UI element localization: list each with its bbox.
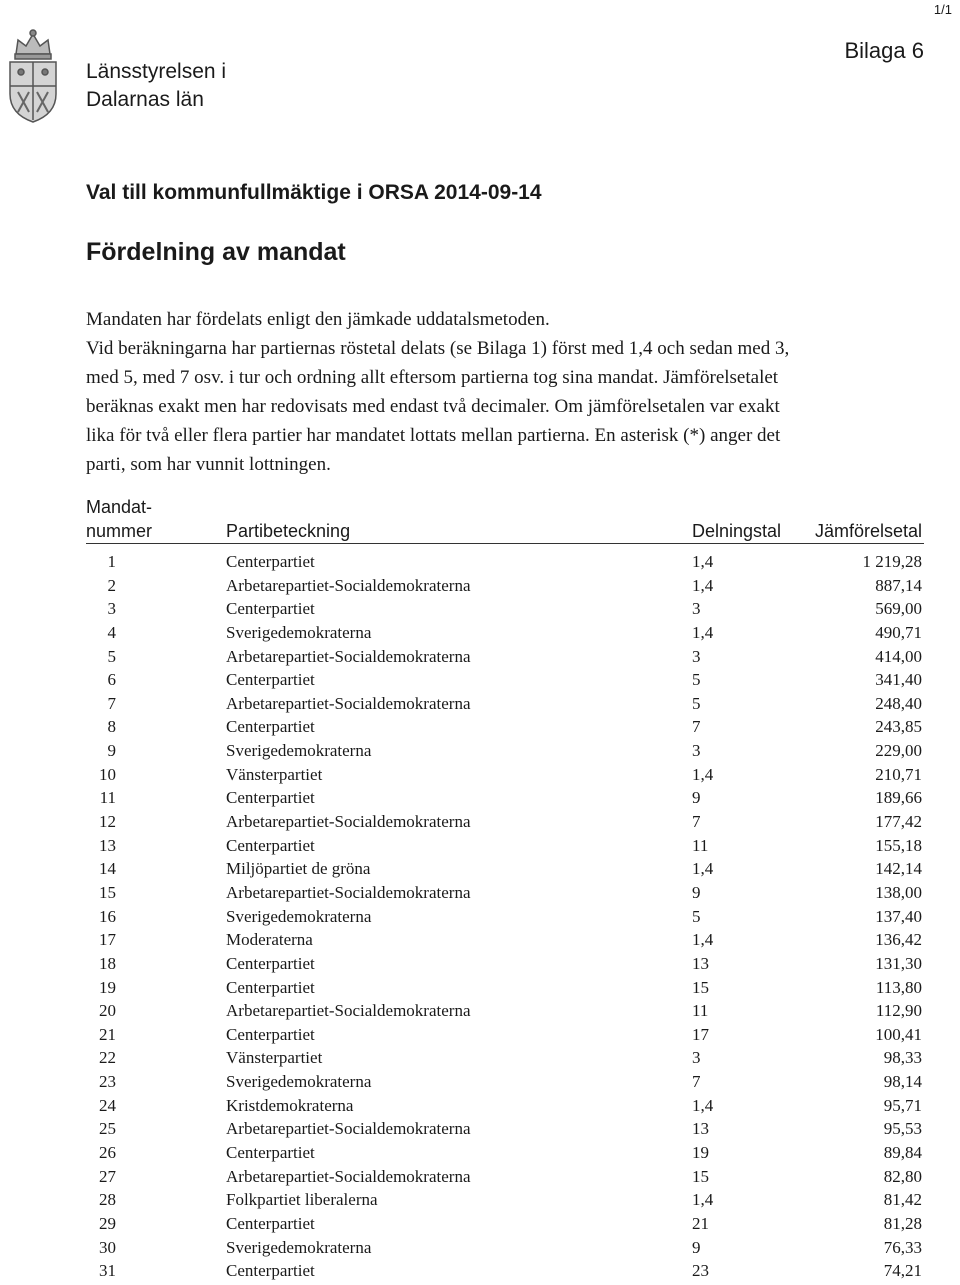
party-name: Arbetarepartiet-Socialdemokraterna — [226, 693, 471, 713]
divisor-value: 11 — [692, 835, 709, 855]
mandate-number: 11 — [99, 788, 116, 808]
comparison-value: 81,28 — [883, 1213, 922, 1233]
divisor-value: 1,4 — [692, 1095, 714, 1115]
party-name: Arbetarepartiet-Socialdemokraterna — [226, 812, 471, 832]
divisor-value: 9 — [692, 1237, 701, 1257]
mandate-number: 19 — [99, 977, 116, 997]
party-name: Arbetarepartiet-Socialdemokraterna — [226, 1119, 471, 1139]
divisor-value: 3 — [692, 599, 701, 619]
party-name: Centerpartiet — [226, 1261, 315, 1281]
intro-line-4: beräknas exakt men har redovisats med endast två decimaler. Om jämförelsetalen var exakt — [86, 396, 780, 417]
comparison-value: 569,00 — [875, 599, 922, 619]
mandate-number: 20 — [99, 1001, 116, 1021]
comparison-value: 131,30 — [875, 953, 922, 973]
party-name: Centerpartiet — [226, 717, 315, 737]
divisor-value: 7 — [692, 812, 701, 832]
table-row — [0, 1094, 960, 1118]
table-row — [0, 834, 960, 858]
divisor-value: 5 — [692, 906, 701, 926]
mandate-number: 25 — [99, 1119, 116, 1139]
mandate-number: 15 — [99, 882, 116, 902]
party-name: Sverigedemokraterna — [226, 741, 372, 761]
intro-line-2: Vid beräkningarna har partiernas röstetal delats (se Bilaga 1) först med 1,4 och sedan med 3, — [86, 338, 790, 359]
mandate-number: 28 — [99, 1190, 116, 1210]
table-row — [0, 739, 960, 763]
comparison-value: 100,41 — [875, 1024, 922, 1044]
table-row — [0, 668, 960, 692]
divisor-value: 21 — [692, 1213, 709, 1233]
mandate-number: 16 — [99, 906, 116, 926]
table-row — [0, 810, 960, 834]
mandate-number: 10 — [99, 764, 116, 784]
mandate-number: 29 — [99, 1213, 116, 1233]
comparison-value: 189,66 — [875, 788, 922, 808]
party-name: Centerpartiet — [226, 1143, 315, 1163]
comparison-value: 113,80 — [875, 977, 922, 997]
table-row — [0, 550, 960, 574]
mandate-number: 14 — [99, 859, 116, 879]
comparison-value: 341,40 — [875, 670, 922, 690]
mandate-number: 30 — [99, 1237, 116, 1257]
mandate-number: 8 — [107, 717, 116, 737]
table-row — [0, 1165, 960, 1189]
mandate-number: 17 — [99, 930, 116, 950]
comparison-value: 74,21 — [883, 1261, 922, 1281]
organization-name — [86, 58, 226, 114]
comparison-value: 490,71 — [875, 622, 922, 642]
intro-paragraph — [86, 305, 956, 479]
mandate-number: 23 — [99, 1072, 116, 1092]
comparison-value: 414,00 — [875, 646, 922, 666]
table-row — [0, 786, 960, 810]
document-title: Val till kommunfullmäktige i ORSA 2014-09-14 — [86, 181, 542, 204]
comparison-value: 138,00 — [875, 882, 922, 902]
divisor-value: 11 — [692, 1001, 709, 1021]
mandate-number: 5 — [107, 646, 116, 666]
party-name: Centerpartiet — [226, 788, 315, 808]
mandate-number: 9 — [107, 741, 116, 761]
divisor-value: 17 — [692, 1024, 709, 1044]
divisor-value: 9 — [692, 882, 701, 902]
party-name: Sverigedemokraterna — [226, 1072, 372, 1092]
divisor-value: 3 — [692, 646, 701, 666]
comparison-value: 82,80 — [883, 1166, 922, 1186]
party-name: Vänsterpartiet — [226, 1048, 323, 1068]
table-row — [0, 999, 960, 1023]
mandate-number: 24 — [99, 1095, 116, 1115]
divisor-value: 3 — [692, 1048, 701, 1068]
mandate-number: 4 — [107, 622, 116, 642]
party-name: Arbetarepartiet-Socialdemokraterna — [226, 646, 471, 666]
divisor-value: 1,4 — [692, 622, 714, 642]
intro-line-1: Mandaten har fördelats enligt den jämkade uddatalsmetoden. — [86, 309, 550, 330]
party-name: Centerpartiet — [226, 1213, 315, 1233]
document-subtitle: Fördelning av mandat — [86, 238, 346, 266]
mandate-number: 21 — [99, 1024, 116, 1044]
table-row — [0, 905, 960, 929]
divisor-value: 1,4 — [692, 859, 714, 879]
party-name: Moderaterna — [226, 930, 313, 950]
table-row — [0, 1046, 960, 1070]
comparison-value: 243,85 — [875, 717, 922, 737]
divisor-value: 3 — [692, 741, 701, 761]
divisor-value: 1,4 — [692, 764, 714, 784]
mandate-number: 3 — [107, 599, 116, 619]
comparison-value: 142,14 — [875, 859, 922, 879]
divisor-value: 1,4 — [692, 1190, 714, 1210]
divisor-value: 15 — [692, 1166, 709, 1186]
header-divider — [86, 543, 924, 544]
table-row — [0, 1117, 960, 1141]
comparison-value: 95,53 — [883, 1119, 922, 1139]
intro-line-5: lika för två eller flera partier har mandatet lottats mellan partierna. En asterisk (*) anger det — [86, 425, 781, 446]
mandate-number: 26 — [99, 1143, 116, 1163]
mandate-number: 22 — [99, 1048, 116, 1068]
mandate-number: 1 — [107, 552, 116, 571]
comparison-value: 98,14 — [883, 1072, 922, 1092]
header-party: Partibeteckning — [226, 521, 351, 541]
party-name: Sverigedemokraterna — [226, 622, 372, 642]
mandate-number: 13 — [99, 835, 116, 855]
table-row — [0, 1236, 960, 1260]
divisor-value: 7 — [692, 717, 701, 737]
comparison-value: 95,71 — [883, 1095, 922, 1115]
party-name: Folkpartiet liberalerna — [226, 1190, 378, 1210]
mandate-number: 27 — [99, 1166, 116, 1186]
table-row — [0, 597, 960, 621]
divisor-value: 7 — [692, 1072, 701, 1092]
attachment-label: Bilaga 6 — [844, 38, 924, 63]
party-name: Centerpartiet — [226, 599, 315, 619]
coat-of-arms-logo — [4, 28, 62, 126]
party-name: Centerpartiet — [226, 977, 315, 997]
comparison-value: 76,33 — [883, 1237, 922, 1257]
header-mandate-line-1: Mandat- — [86, 497, 153, 517]
party-name: Miljöpartiet de gröna — [226, 859, 371, 879]
party-name: Arbetarepartiet-Socialdemokraterna — [226, 1166, 471, 1186]
comparison-value: 229,00 — [875, 741, 922, 761]
divisor-value: 1,4 — [692, 930, 714, 950]
table-row — [0, 692, 960, 716]
table-row — [0, 1188, 960, 1212]
table-row — [0, 645, 960, 669]
party-name: Arbetarepartiet-Socialdemokraterna — [226, 882, 471, 902]
party-name: Centerpartiet — [226, 670, 315, 690]
mandate-number: 12 — [99, 812, 116, 832]
divisor-value: 15 — [692, 977, 709, 997]
table-row — [0, 763, 960, 787]
party-name: Sverigedemokraterna — [226, 906, 372, 926]
intro-line-3: med 5, med 7 osv. i tur och ordning allt eftersom partierna tog sina mandat. Jämförelsetalet — [86, 367, 779, 388]
mandate-number: 7 — [107, 693, 116, 713]
comparison-value: 136,42 — [875, 930, 922, 950]
intro-line-6: parti, som har vunnit lottningen. — [86, 454, 331, 475]
table-row — [0, 928, 960, 952]
mandate-number: 6 — [107, 670, 116, 690]
table-row — [0, 574, 960, 598]
table-row — [0, 621, 960, 645]
table-row — [0, 881, 960, 905]
mandate-number: 31 — [99, 1261, 116, 1281]
table-row — [0, 976, 960, 1000]
party-name: Kristdemokraterna — [226, 1095, 354, 1115]
comparison-value: 210,71 — [875, 764, 922, 784]
party-name: Sverigedemokraterna — [226, 1237, 372, 1257]
comparison-value: 177,42 — [875, 812, 922, 832]
header-comparison: Jämförelsetal — [814, 521, 922, 541]
party-name: Centerpartiet — [226, 835, 315, 855]
header-divisor: Delningstal — [692, 521, 782, 541]
page-number: 1/1 — [933, 2, 952, 17]
divisor-value: 1,4 — [692, 575, 714, 595]
party-name: Vänsterpartiet — [226, 764, 323, 784]
mandate-number: 18 — [99, 953, 116, 973]
comparison-value: 248,40 — [875, 693, 922, 713]
table-row — [0, 1070, 960, 1094]
party-name: Centerpartiet — [226, 552, 315, 571]
table-row — [0, 1212, 960, 1236]
divisor-value: 1,4 — [692, 552, 714, 571]
comparison-value: 89,84 — [883, 1143, 922, 1163]
divisor-value: 13 — [692, 1119, 709, 1139]
party-name: Centerpartiet — [226, 1024, 315, 1044]
table-row — [0, 715, 960, 739]
divisor-value: 19 — [692, 1143, 709, 1163]
comparison-value: 887,14 — [875, 575, 922, 595]
party-name: Arbetarepartiet-Socialdemokraterna — [226, 1001, 471, 1021]
table-row — [0, 1023, 960, 1047]
divisor-value: 9 — [692, 788, 701, 808]
header-mandate-line-2: nummer — [86, 521, 153, 541]
comparison-value: 137,40 — [875, 906, 922, 926]
divisor-value: 5 — [692, 670, 701, 690]
table-row — [0, 1259, 960, 1283]
divisor-value: 13 — [692, 953, 709, 973]
divisor-value: 23 — [692, 1261, 709, 1281]
table-row — [0, 952, 960, 976]
table-row — [0, 857, 960, 881]
divisor-value: 5 — [692, 693, 701, 713]
organization-line-1: Länsstyrelsen i — [86, 60, 227, 83]
party-name: Centerpartiet — [226, 953, 315, 973]
comparison-value: 112,90 — [875, 1001, 922, 1021]
comparison-value: 155,18 — [875, 835, 922, 855]
organization-line-2: Dalarnas län — [86, 88, 204, 111]
comparison-value: 81,42 — [883, 1190, 922, 1210]
comparison-value: 1 219,28 — [862, 552, 922, 571]
mandate-table — [0, 550, 960, 1283]
table-row — [0, 1141, 960, 1165]
party-name: Arbetarepartiet-Socialdemokraterna — [226, 575, 471, 595]
comparison-value: 98,33 — [883, 1048, 922, 1068]
mandate-number: 2 — [107, 575, 116, 595]
